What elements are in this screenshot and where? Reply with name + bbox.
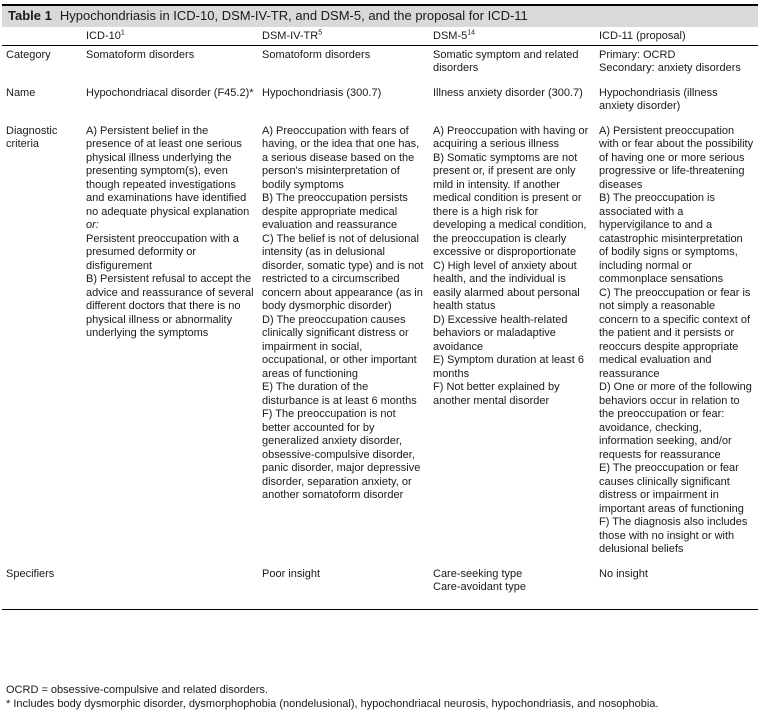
- cell-text: B) The preoccupation persists despite appropriate medical evaluation and reassurance: [262, 192, 408, 231]
- table-footnotes: [6, 684, 756, 711]
- table-cell: [258, 122, 429, 565]
- table-cell: [258, 84, 429, 122]
- table-cell: [82, 122, 258, 565]
- cell-text: Poor insight: [262, 567, 321, 580]
- cell-text: E) The duration of the disturbance is at least 6 months: [262, 381, 417, 407]
- cell-text: Persistent preoccupation with a presumed deformity or disfigurement: [86, 232, 239, 272]
- cell-text: A) Preoccupation with fears of having, or the idea that one has, a serious disease based on the person's misinterpretation of bodily symptoms: [262, 124, 420, 191]
- cell-text: A) Persistent belief in the presence of at least one serious physical illness underlying the presenting symptom(s), even though repeated investigations and examinations have identified no adequate physical explanation: [86, 124, 250, 218]
- cell-text: F) Not better explained by another mental disorder: [433, 381, 560, 407]
- cell-text: E) The preoccupation or fear causes clinically significant distress or impairment in important areas of functioning: [599, 462, 744, 515]
- cell-text: or:: [86, 219, 99, 231]
- cell-text: Hypochondriasis (300.7): [262, 86, 382, 99]
- table-cell: [258, 45, 429, 84]
- cell-text: E) Symptom duration at least 6 months: [433, 354, 585, 380]
- cell-text: C) The belief is not of delusional intensity (as in delusional disorder, somatic type) and is not restricted to a circumscribed concern about appearance (as in body dysmorphic disorder): [262, 232, 424, 312]
- header-icd11: [595, 28, 758, 45]
- table-label: Table 1: [8, 8, 52, 23]
- table-row: [2, 45, 758, 84]
- cell-text: D) Excessive health-related behaviors or maladaptive avoidance: [433, 313, 568, 353]
- cell-text: A) Preoccupation with having or acquiring a serious illness: [433, 124, 589, 150]
- row-label: Diagnostic criteria: [6, 124, 58, 150]
- header-icd11-label: ICD-11 (proposal): [599, 30, 686, 42]
- cell-text: A) Persistent preoccupation with or fear about the possibility of having one or more serious progressive or life-threatening diseases: [599, 124, 754, 191]
- cell-text: Somatoform disorders: [262, 48, 371, 61]
- cell-text: B) The preoccupation is associated with a hypervigilance to and a catastrophic misinterpretation of bodily signs or symptoms, including normal or commonplace sensations: [599, 192, 743, 285]
- cell-text: Hypochondriacal disorder (F45.2)*: [86, 86, 254, 99]
- row-label: Specifiers: [2, 565, 82, 610]
- cell-text: No insight: [599, 567, 648, 580]
- cell-text: Hypochondriasis (illness anxiety disorder): [599, 86, 718, 112]
- cell-text: B) Somatic symptoms are not present or, if present are only mild in intensity. If another medical condition is present or there is a high risk for developing a medical condition, the preoccupation is clearly excessive or disproportionate: [433, 151, 587, 258]
- header-dsm4-ref: 5: [318, 29, 323, 37]
- table-cell: [595, 122, 758, 565]
- footnote-asterisk: * Includes body dysmorphic disorder, dysmorphophobia (nondelusional), hypochondriacal neurosis, hypochondriasis, and nosophobia.: [6, 697, 659, 710]
- cell-text: Secondary: anxiety disorders: [599, 62, 741, 74]
- table-caption: [2, 4, 758, 27]
- table-cell: [429, 45, 595, 84]
- cell-text: Somatic symptom and related disorders: [433, 48, 579, 74]
- table-row: [2, 565, 758, 610]
- header-icd10: [82, 28, 258, 45]
- cell-text: Somatoform disorders: [86, 48, 195, 61]
- cell-text: F) The preoccupation is not better accounted for by generalized anxiety disorder, obsessive-compulsive disorder, panic disorder, major depressive disorder, separation anxiety, or another somatoform disorder: [262, 408, 421, 501]
- cell-text: D) The preoccupation causes clinically significant distress or impairment in social, occupational, or other important areas of functioning: [262, 313, 417, 380]
- table-cell: [429, 84, 595, 122]
- cell-text: D) One or more of the following behaviors occur in relation to the preoccupation or fear: avoidance, checking, information seeking, and/or requests for reassurance: [599, 381, 752, 461]
- table-cell: [595, 565, 758, 610]
- header-dsm5-ref: 14: [467, 29, 476, 37]
- cell-text: C) High level of anxiety about health, and the individual is easily alarmed about personal health status: [433, 259, 580, 312]
- table-title: Hypochondriasis in ICD-10, DSM-IV-TR, and DSM-5, and the proposal for ICD-11: [59, 8, 528, 23]
- header-dsm5: [429, 28, 595, 45]
- table-cell: [595, 45, 758, 84]
- cell-text: Primary: OCRD: [599, 48, 676, 61]
- header-icd10-label: ICD-10: [86, 30, 121, 42]
- table-cell: [82, 84, 258, 122]
- table-cell: [258, 565, 429, 610]
- cell-text: F) The diagnosis also includes those with no insight or with delusional beliefs: [599, 516, 748, 555]
- header-empty: [2, 28, 82, 45]
- table-cell: [82, 565, 258, 610]
- row-label: Category: [6, 48, 51, 61]
- cell-text: Care-seeking type: [433, 567, 523, 580]
- cell-text: Care-avoidant type: [433, 581, 526, 593]
- header-dsm5-label: DSM-5: [433, 30, 468, 42]
- cell-text: Illness anxiety disorder (300.7): [433, 86, 583, 99]
- comparison-table: [2, 28, 758, 610]
- header-icd10-ref: 1: [120, 29, 125, 37]
- cell-text: C) The preoccupation or fear is not simply a reasonable concern to a specific context of the patient and it persists or reoccurs despite appropriate medical evaluation and reassurance: [599, 286, 751, 380]
- table-cell: [595, 84, 758, 122]
- header-dsm4: [258, 28, 429, 45]
- row-label: Name: [6, 86, 36, 99]
- table-cell: [429, 122, 595, 565]
- header-dsm4-label: DSM-IV-TR: [262, 30, 319, 42]
- header-row: [2, 28, 758, 45]
- footnote-ocrd: OCRD = obsessive-compulsive and related disorders.: [6, 684, 268, 696]
- table-cell: [429, 565, 595, 610]
- table-row: [2, 84, 758, 122]
- cell-text: B) Persistent refusal to accept the advice and reassurance of several different doctors that there is no physical illness or abnormality underlying the symptoms: [86, 273, 254, 339]
- table-row: [2, 122, 758, 565]
- table-cell: [82, 45, 258, 84]
